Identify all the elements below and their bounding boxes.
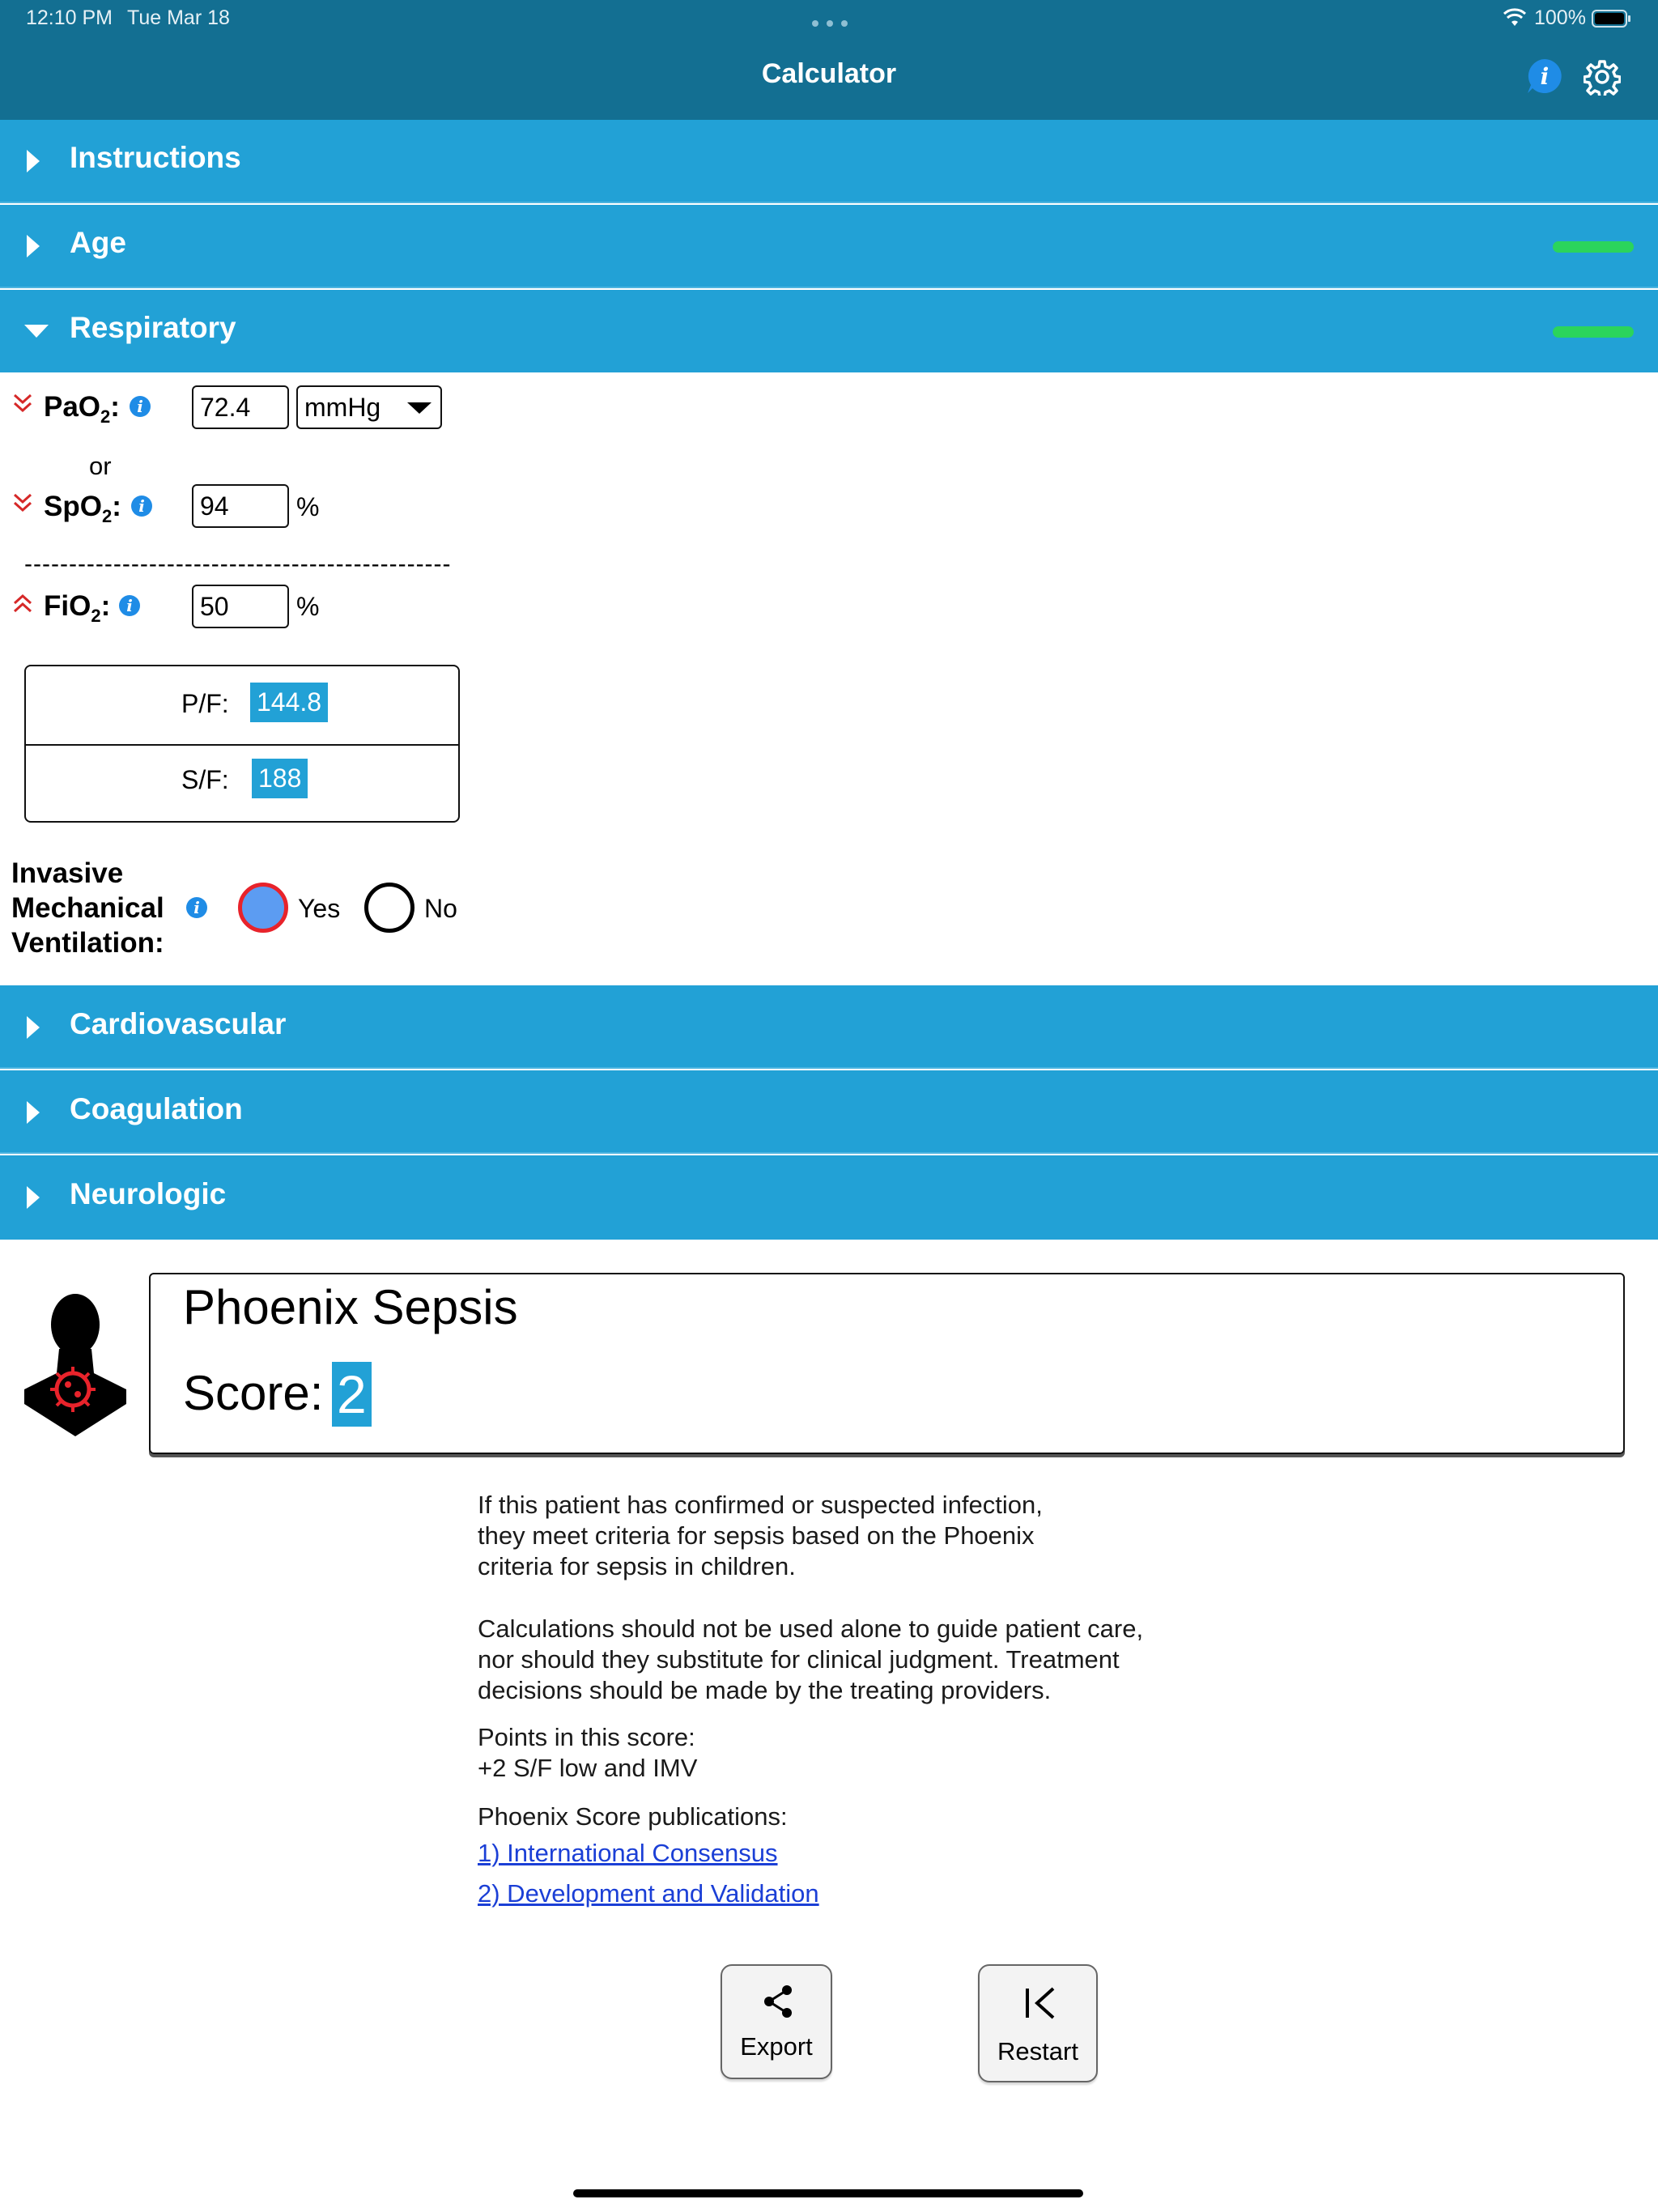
chevron-down-icon	[12, 491, 33, 518]
multitasking-dots-icon[interactable]	[811, 16, 848, 23]
spo2-unit: %	[296, 492, 320, 521]
section-instructions[interactable]	[0, 120, 1658, 203]
section-label: Coagulation	[70, 1092, 243, 1125]
info-icon[interactable]	[1525, 57, 1564, 96]
status-complete-indicator	[1553, 326, 1634, 338]
restart-button[interactable]	[978, 1964, 1098, 2082]
imv-yes-radio[interactable]	[238, 883, 288, 933]
export-label: Export	[740, 2032, 813, 2061]
imv-info-icon[interactable]: i	[186, 897, 207, 918]
restart-label: Restart	[997, 2037, 1078, 2065]
sf-label: S/F:	[181, 765, 229, 794]
fio2-input[interactable]: 50	[192, 585, 289, 628]
triangle-right-icon	[24, 233, 42, 259]
spo2-input[interactable]: 94	[192, 484, 289, 528]
wifi-icon	[1503, 8, 1527, 28]
chevron-up-icon	[12, 593, 33, 619]
pf-row	[26, 666, 458, 744]
imv-no-radio[interactable]	[364, 883, 414, 933]
section-coagulation[interactable]	[0, 1070, 1658, 1154]
triangle-right-icon	[24, 1015, 42, 1040]
chevron-down-icon	[12, 392, 33, 420]
svg-text:i: i	[1540, 63, 1550, 90]
disclaimer: Calculations should not be used alone to guide patient care, nor should they substitute for clinical judgment. Treatment decisions should be made by the treating providers.	[478, 1614, 1144, 1704]
triangle-right-icon	[24, 1185, 42, 1210]
score-box	[149, 1273, 1625, 1454]
share-icon	[762, 1984, 794, 2019]
battery-icon	[1592, 9, 1632, 28]
dropdown-arrow-icon	[406, 401, 432, 415]
link-development-validation[interactable]: 2) Development and Validation	[478, 1879, 819, 1908]
section-neurologic[interactable]	[0, 1155, 1658, 1240]
export-button[interactable]	[721, 1964, 832, 2079]
status-complete-indicator	[1553, 241, 1634, 253]
triangle-down-icon	[23, 322, 50, 340]
section-label: Cardiovascular	[70, 1007, 287, 1040]
pf-value: 144.8	[250, 683, 328, 722]
infection-note: If this patient has confirmed or suspected infection, they meet criteria for sepsis based on the Phoenix criteria for sepsis in children.	[478, 1491, 1043, 1580]
section-label: Respiratory	[70, 311, 236, 344]
divider-line: ------------------------------------------------	[24, 551, 452, 577]
pf-label: P/F:	[181, 689, 229, 718]
pao2-unit-select[interactable]: mmHg	[296, 385, 442, 429]
pao2-label: PaO$_2$:	[44, 391, 120, 427]
section-age[interactable]	[0, 205, 1658, 288]
patient-sepsis-icon	[21, 1292, 130, 1436]
ratio-table	[24, 665, 460, 823]
page-title: Calculator	[761, 58, 897, 89]
status-time: 12:10 PM	[26, 6, 113, 29]
skip-to-start-icon	[1022, 1985, 1058, 2021]
triangle-right-icon	[24, 148, 42, 174]
score-label: Score:	[183, 1366, 324, 1420]
section-cardiovascular[interactable]	[0, 985, 1658, 1069]
fio2-unit: %	[296, 592, 320, 621]
score-value: 2	[332, 1362, 372, 1427]
pao2-info-icon[interactable]: i	[130, 396, 151, 417]
spo2-label: SpO$_2$:	[44, 491, 121, 526]
section-label: Neurologic	[70, 1177, 227, 1210]
imv-label: Invasive Mechanical Ventilation:	[11, 857, 164, 959]
pao2-input[interactable]: 72.4	[192, 385, 289, 429]
section-label: Age	[70, 226, 126, 259]
triangle-right-icon	[24, 1100, 42, 1125]
spo2-info-icon[interactable]: i	[131, 496, 152, 517]
imv-no-label[interactable]: No	[424, 894, 457, 923]
points-summary: Points in this score: +2 S/F low and IMV	[478, 1723, 698, 1782]
or-text: or	[89, 452, 112, 480]
sf-value: 188	[252, 759, 308, 798]
status-date: Tue Mar 18	[127, 6, 230, 29]
home-indicator[interactable]	[573, 2189, 1083, 2197]
gear-icon[interactable]	[1584, 58, 1621, 96]
link-international-consensus[interactable]: 1) International Consensus	[478, 1839, 778, 1867]
sf-row	[26, 746, 458, 823]
fio2-info-icon[interactable]: i	[119, 595, 140, 616]
imv-yes-label[interactable]: Yes	[298, 894, 341, 923]
battery-percentage: 100%	[1534, 6, 1586, 29]
section-respiratory[interactable]	[0, 290, 1658, 372]
fio2-label: FiO$_2$:	[44, 590, 111, 626]
section-label: Instructions	[70, 141, 241, 174]
score-title: Phoenix Sepsis	[183, 1280, 518, 1334]
publications-title: Phoenix Score publications:	[478, 1802, 788, 1831]
